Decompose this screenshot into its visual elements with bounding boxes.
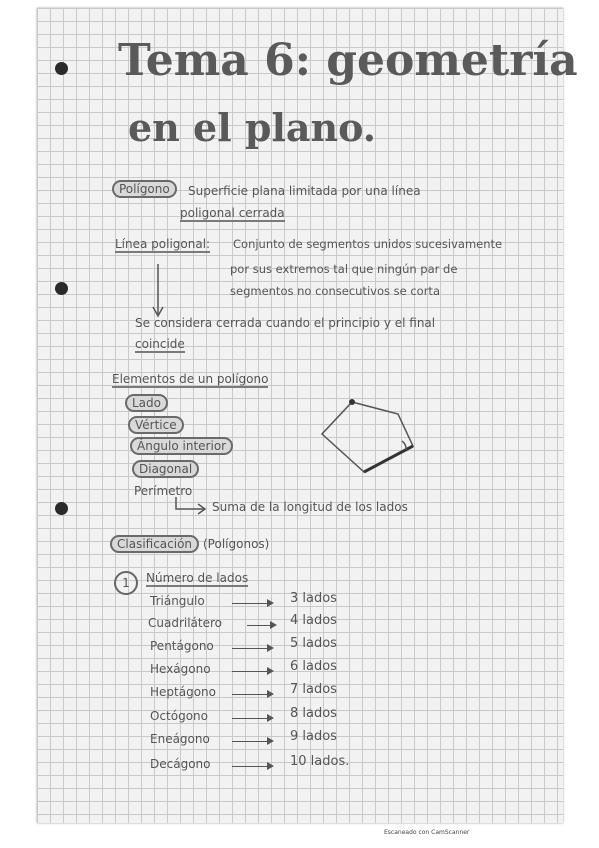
scanner-watermark: Escaneado con CamScanner (384, 829, 470, 836)
polygon-name: Cuadrilátero (148, 616, 223, 630)
polygon-name: Decágono (150, 757, 211, 771)
polygon-sides: 6 lados (290, 659, 337, 674)
right-arrow-icon (247, 625, 275, 626)
elemento-lado: Lado (125, 394, 168, 412)
elemento-perimetro: Perímetro (134, 484, 193, 498)
right-arrow-icon (232, 766, 272, 767)
clasificacion-heading: Clasificación (110, 535, 199, 553)
corner-arrow-icon (170, 495, 210, 517)
clasificacion-paren: (Polígonos) (203, 537, 270, 551)
polygon-sides: 5 lados (290, 636, 337, 651)
binder-hole (55, 282, 68, 295)
cerrada-definition-1: Se considera cerrada cuando el principio y el final (135, 316, 436, 330)
down-arrow-icon (150, 262, 170, 322)
binder-hole (55, 502, 68, 515)
term-poligono: Polígono (112, 180, 177, 198)
right-arrow-icon (232, 671, 272, 672)
polygon-sides: 4 lados (290, 613, 337, 628)
pentagon-diagram (316, 394, 420, 478)
right-arrow-icon (232, 694, 272, 695)
polygon-name: Hexágono (150, 662, 211, 676)
binder-hole (55, 62, 68, 75)
poligono-definition-2: poligonal cerrada (180, 206, 285, 220)
right-arrow-icon (232, 718, 272, 719)
cerrada-definition-2: coincide (135, 337, 185, 351)
linea-definition-2: por sus extremos tal que ningún par de (230, 262, 458, 276)
polygon-sides: 3 lados (290, 591, 337, 606)
linea-definition-3: segmentos no consecutivos se corta (230, 284, 440, 298)
polygon-sides: 9 lados (290, 729, 337, 744)
numero-de-lados-heading: Número de lados (146, 571, 249, 585)
elementos-heading: Elementos de un polígono (112, 372, 269, 386)
right-arrow-icon (232, 648, 272, 649)
polygon-name: Eneágono (150, 732, 210, 746)
page-title: Tema 6: geometría (118, 35, 578, 86)
term-linea-poligonal: Línea poligonal: (115, 237, 211, 251)
polygon-name: Octógono (150, 709, 208, 723)
linea-definition-1: Conjunto de segmentos unidos sucesivamente (233, 237, 503, 251)
elemento-vertice: Vértice (128, 416, 184, 434)
polygon-sides: 10 lados. (290, 754, 350, 769)
right-arrow-icon (232, 603, 272, 604)
polygon-name: Pentágono (150, 639, 214, 653)
polygon-sides: 7 lados (290, 682, 337, 697)
polygon-name: Triángulo (150, 594, 205, 608)
poligono-definition-1: Superficie plana limitada por una línea (188, 184, 421, 198)
page-title-line2: en el plano. (128, 105, 377, 150)
number-badge: 1 (114, 571, 138, 595)
polygon-sides: 8 lados (290, 706, 337, 721)
right-arrow-icon (232, 741, 272, 742)
polygon-name: Heptágono (150, 685, 216, 699)
elemento-diagonal: Diagonal (132, 460, 199, 478)
perimetro-definition: Suma de la longitud de los lados (212, 500, 408, 514)
elemento-angulo-interior: Ángulo interior (130, 437, 233, 455)
